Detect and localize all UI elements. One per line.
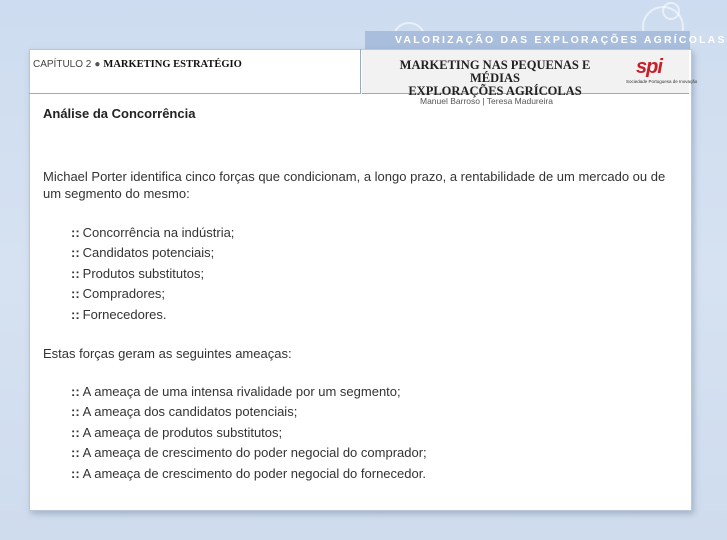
chapter-heading xyxy=(33,59,242,70)
list-item: :: Fornecedores. xyxy=(71,306,167,322)
spi-logo-text: spi xyxy=(636,56,662,78)
book-title-line2: EXPLORAÇÕES AGRÍCOLAS xyxy=(408,84,582,98)
list-item: :: A ameaça de uma intensa rivalidade por um segmento; xyxy=(71,384,401,400)
bullet-icon: :: xyxy=(71,445,80,461)
chapter-header xyxy=(29,49,361,94)
book-title xyxy=(375,59,615,98)
spi-logo-subtext: Sociedade Portuguesa de Inovação xyxy=(626,79,698,84)
bullet-separator-icon: ● xyxy=(94,59,101,70)
bullet-icon: :: xyxy=(71,404,80,420)
bullet-icon: :: xyxy=(71,245,80,261)
book-title-line1: MARKETING NAS PEQUENAS E MÉDIAS xyxy=(399,58,591,85)
book-header xyxy=(362,50,698,98)
authors-line: Manuel Barroso | Teresa Madureira xyxy=(420,96,553,106)
bullet-icon: :: xyxy=(71,306,80,322)
list-item: :: Compradores; xyxy=(71,286,166,302)
bullet-icon: :: xyxy=(71,225,80,240)
bullet-icon: :: xyxy=(71,424,80,440)
chapter-label: CAPÍTULO 2 xyxy=(33,59,92,70)
decorative-circle xyxy=(662,2,680,20)
bullet-icon: :: xyxy=(71,286,80,302)
list-item: :: Produtos substitutos; xyxy=(71,265,205,281)
list-item: :: Candidatos potenciais; xyxy=(71,245,215,261)
list-item: :: A ameaça de crescimento do poder negocial do fornecedor. xyxy=(71,465,426,481)
list-item: :: A ameaça de crescimento do poder negocial do comprador; xyxy=(71,445,427,461)
bullet-icon: :: xyxy=(71,265,80,281)
section-title: Análise da Concorrência xyxy=(43,106,196,121)
threats-intro: Estas forças geram as seguintes ameaças: xyxy=(43,346,292,362)
spi-logo xyxy=(626,56,698,90)
threats-list xyxy=(43,382,683,484)
bullet-icon: :: xyxy=(71,465,80,481)
list-item: :: A ameaça de produtos substitutos; xyxy=(71,424,283,440)
list-item: :: Concorrência na indústria; xyxy=(71,225,235,240)
series-banner: VALORIZAÇÃO DAS EXPLORAÇÕES AGRÍCOLAS xyxy=(365,31,690,50)
list-item: :: A ameaça dos candidatos potenciais; xyxy=(71,404,298,420)
chapter-title: MARKETING ESTRATÉGIO xyxy=(103,59,242,70)
forces-list xyxy=(43,223,683,325)
intro-paragraph: Michael Porter identifica cinco forças que condicionam, a longo prazo, a rentabilidade de um mercado ou de um segmento do mesmo: xyxy=(43,169,666,201)
slide-content xyxy=(43,104,683,484)
bullet-icon: :: xyxy=(71,384,80,400)
